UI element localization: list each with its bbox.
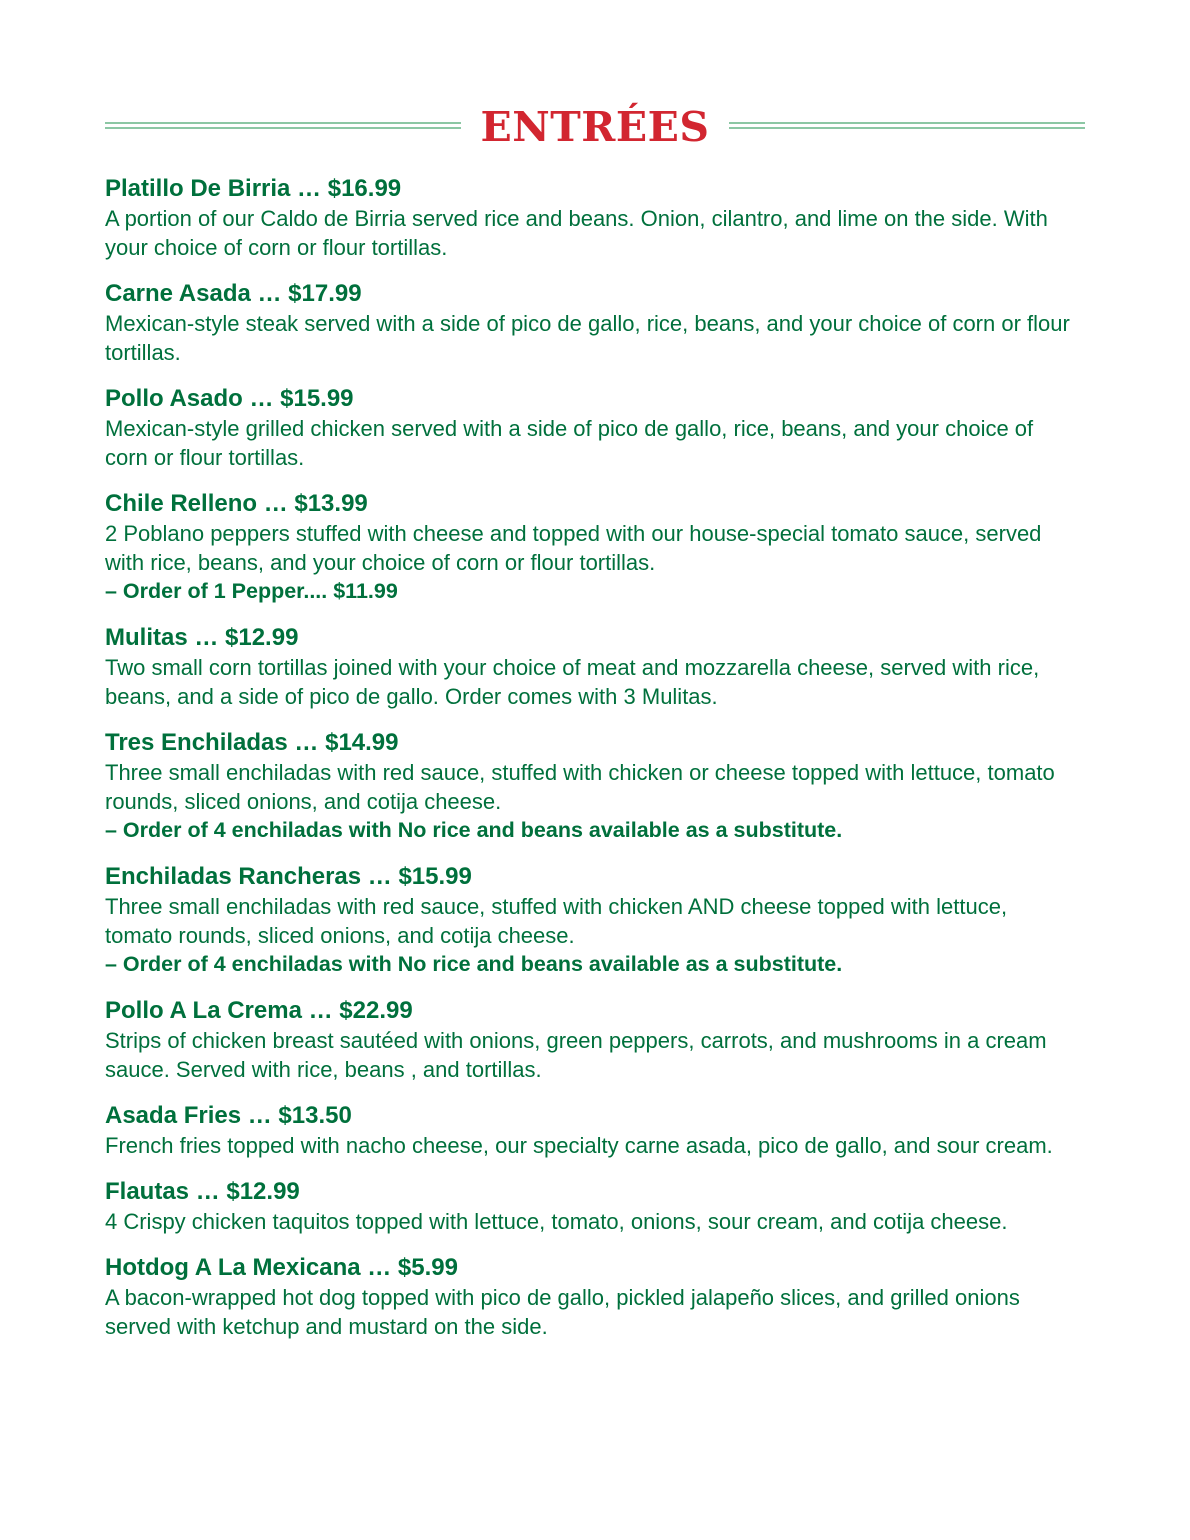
menu-item-name: Tres Enchiladas … $14.99 [105,729,399,756]
menu-item-name: Pollo A La Crema … $22.99 [105,997,413,1024]
menu-item-description: French fries topped with nacho cheese, our specialty carne asada, pico de gallo, and sour cream. [105,1133,1053,1158]
menu-item-description: A bacon-wrapped hot dog topped with pico de gallo, pickled jalapeño slices, and grilled onions served with ketchup and mustard on the side. [105,1285,1020,1339]
menu-item-description: A portion of our Caldo de Birria served rice and beans. Onion, cilantro, and lime on the side. With your choice of corn or flour tortillas. [105,206,1048,260]
menu-item-name: Asada Fries … $13.50 [105,1102,352,1129]
menu-item-description: Three small enchiladas with red sauce, stuffed with chicken or cheese topped with lettuce, tomato rounds, sliced onions, and cotija cheese. [105,760,1055,814]
menu-item-description: Strips of chicken breast sautéed with onions, green peppers, carrots, and mushrooms in a cream sauce. Served with rice, beans , and tortillas. [105,1028,1047,1082]
menu-item [105,1100,1085,1160]
menu-item [105,1252,1085,1341]
menu-item-description: Three small enchiladas with red sauce, stuffed with chicken AND cheese topped with lettuce, tomato rounds, sliced onions, and cotija cheese. [105,894,1008,948]
menu-item-name: Mulitas … $12.99 [105,624,299,651]
menu-item [105,278,1085,367]
section-header [105,96,1085,156]
menu-item [105,995,1085,1084]
menu-item-name: Enchiladas Rancheras … $15.99 [105,863,472,890]
menu-item-description: 2 Poblano peppers stuffed with cheese and topped with our house-special tomato sauce, served with rice, beans, and your choice of corn or flour tortillas. [105,521,1042,575]
menu-item-description: Mexican-style steak served with a side of pico de gallo, rice, beans, and your choice of corn or flour tortillas. [105,311,1070,365]
menu-item [105,383,1085,472]
menu-item-name: Carne Asada … $17.99 [105,280,362,307]
header-rule-left [105,122,461,129]
menu-item-note: – Order of 4 enchiladas with No rice and beans available as a substitute. [105,818,843,842]
header-rule-right [729,122,1085,129]
menu-item [105,173,1085,262]
menu-item-description: Two small corn tortillas joined with your choice of meat and mozzarella cheese, served with rice, beans, and a side of pico de gallo. Order comes with 3 Mulitas. [105,655,1040,709]
menu-item [105,727,1085,845]
menu-item-description: Mexican-style grilled chicken served with a side of pico de gallo, rice, beans, and your choice of corn or flour tortillas. [105,416,1034,470]
menu-item-note: – Order of 1 Pepper.... $11.99 [105,579,398,603]
section-title: ENTRÉES [480,103,710,151]
menu-item [105,861,1085,979]
menu-item-name: Hotdog A La Mexicana … $5.99 [105,1254,458,1281]
menu-page [105,96,1085,1357]
menu-item [105,622,1085,711]
menu-item [105,1176,1085,1236]
menu-item-name: Chile Relleno … $13.99 [105,490,368,517]
menu-item-name: Flautas … $12.99 [105,1178,300,1205]
menu-item-list [105,173,1085,1341]
menu-item-description: 4 Crispy chicken taquitos topped with lettuce, tomato, onions, sour cream, and cotija cheese. [105,1209,1008,1234]
menu-item-name: Platillo De Birria … $16.99 [105,175,402,202]
menu-item-name: Pollo Asado … $15.99 [105,385,354,412]
menu-item [105,488,1085,606]
menu-item-note: – Order of 4 enchiladas with No rice and beans available as a substitute. [105,952,843,976]
